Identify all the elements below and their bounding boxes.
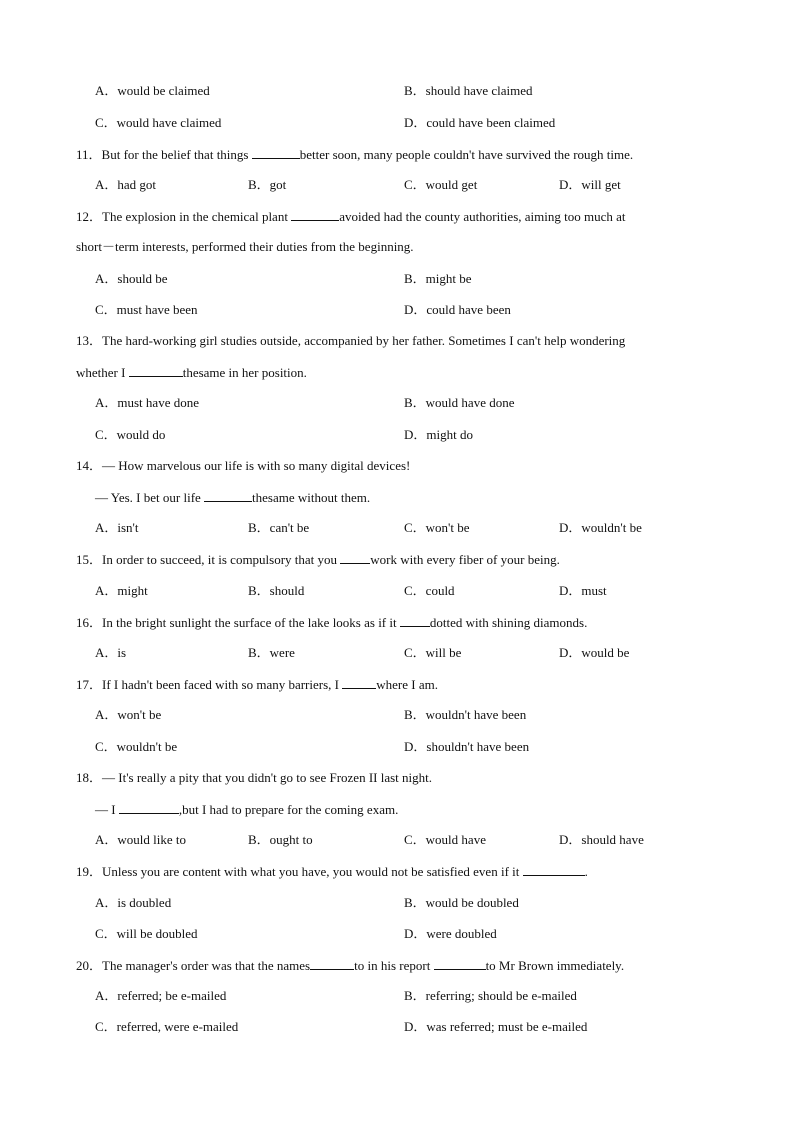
option-d: D．must	[559, 583, 607, 598]
answer-blank	[400, 614, 430, 627]
option-c: C．will be doubled	[95, 926, 198, 941]
option-d: D．wouldn't be	[559, 520, 642, 535]
question-17-stem: 17．If I hadn't been faced with so many barriers, I where I am.	[76, 677, 438, 692]
option-d: D．was referred; must be e-mailed	[404, 1019, 588, 1034]
option-b: B．might be	[404, 271, 472, 286]
question-12-stem: 12．The explosion in the chemical plant avoided had the county authorities, aiming too much at	[76, 209, 626, 224]
question-13-stem-line-2: whether I thesame in her position.	[76, 365, 307, 380]
option-c: C．wouldn't be	[95, 739, 178, 754]
answer-blank	[434, 957, 486, 970]
option-d: D．could have been claimed	[404, 115, 556, 130]
option-d: D．should have	[559, 832, 644, 847]
option-c: C．referred, were e-mailed	[95, 1019, 239, 1034]
answer-blank	[119, 801, 179, 814]
question-14-stem-line-2: — Yes. I bet our life thesame without them.	[95, 490, 371, 505]
option-c: C．would have	[404, 832, 486, 847]
option-b: B．referring; should be e-mailed	[404, 988, 577, 1003]
option-b: B．should have claimed	[404, 83, 533, 98]
option-d: D．would be	[559, 645, 630, 660]
question-16-stem: 16．In the bright sunlight the surface of the lake looks as if it dotted with shining diamonds.	[76, 615, 588, 630]
question-12-stem-line-2: short－term interests, performed their duties from the beginning.	[76, 239, 414, 254]
option-b: B．would have done	[404, 395, 515, 410]
question-18-stem-line-2: — I ,but I had to prepare for the coming exam.	[95, 802, 399, 817]
option-a: A．won't be	[95, 707, 162, 722]
answer-blank	[204, 489, 252, 502]
option-c: C．would have claimed	[95, 115, 222, 130]
option-a: A．would like to	[95, 832, 186, 847]
question-14-stem: 14．— How marvelous our life is with so many digital devices!	[76, 458, 411, 473]
answer-blank	[252, 146, 300, 159]
option-c: C．won't be	[404, 520, 470, 535]
question-18-stem: 18．— It's really a pity that you didn't go to see Frozen II last night.	[76, 770, 432, 785]
option-a: A．would be claimed	[95, 83, 210, 98]
question-19-stem: 19．Unless you are content with what you have, you would not be satisfied even if it .	[76, 864, 588, 879]
option-d: D．shouldn't have been	[404, 739, 530, 754]
option-d: D．will get	[559, 177, 621, 192]
option-a: A．had got	[95, 177, 157, 192]
option-a: A．should be	[95, 271, 168, 286]
option-c: C．will be	[404, 645, 462, 660]
option-a: A．is	[95, 645, 127, 660]
option-d: D．were doubled	[404, 926, 497, 941]
option-a: A．must have done	[95, 395, 199, 410]
option-b: B．were	[248, 645, 295, 660]
question-13-stem: 13．The hard-working girl studies outside, accompanied by her father. Sometimes I can't help wondering	[76, 333, 626, 348]
option-b: B．should	[248, 583, 305, 598]
question-20-stem: 20．The manager's order was that the names to in his report to Mr Brown immediately.	[76, 958, 625, 973]
question-11-stem: 11．But for the belief that things better soon, many people couldn't have survived the rough time.	[76, 147, 634, 162]
option-c: C．would get	[404, 177, 478, 192]
option-b: B．ought to	[248, 832, 313, 847]
answer-blank	[342, 676, 376, 689]
answer-blank	[291, 208, 339, 221]
answer-blank	[310, 957, 354, 970]
answer-blank	[523, 863, 585, 876]
option-a: A．is doubled	[95, 895, 172, 910]
option-b: B．would be doubled	[404, 895, 519, 910]
option-a: A．might	[95, 583, 148, 598]
option-c: C．must have been	[95, 302, 198, 317]
option-a: A．isn't	[95, 520, 139, 535]
option-d: D．might do	[404, 427, 473, 442]
option-b: B．wouldn't have been	[404, 707, 527, 722]
option-c: C．would do	[95, 427, 166, 442]
option-d: D．could have been	[404, 302, 511, 317]
option-b: B．got	[248, 177, 287, 192]
answer-blank	[340, 551, 370, 564]
option-a: A．referred; be e-mailed	[95, 988, 227, 1003]
answer-blank	[129, 364, 183, 377]
option-b: B．can't be	[248, 520, 310, 535]
option-c: C．could	[404, 583, 455, 598]
question-15-stem: 15．In order to succeed, it is compulsory that you work with every fiber of your being.	[76, 552, 560, 567]
